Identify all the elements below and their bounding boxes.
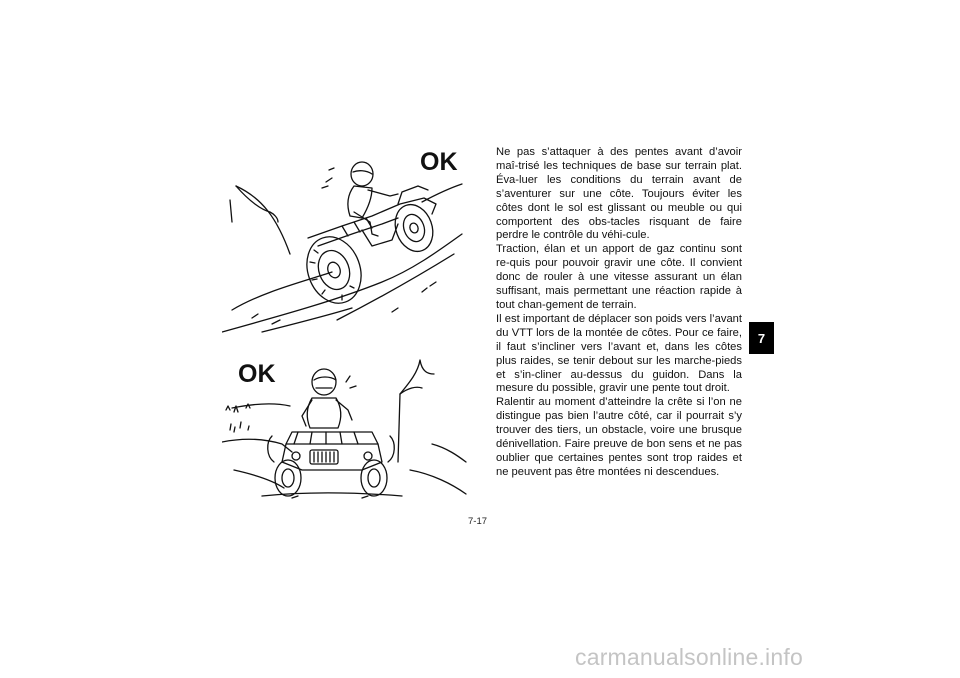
paragraph: Traction, élan et un apport de gaz continu sont re-quis pour pouvoir gravir une côte. Il convient donc de rouler à une vitesse assurant un élan suffisant, mais permettant une réaction rapide à tout chan-gement de terrain. xyxy=(496,243,742,311)
watermark-text: carmanualsonline.info xyxy=(575,644,803,670)
chapter-tab: 7 xyxy=(749,322,774,354)
paragraph: Il est important de déplacer son poids vers l’avant du VTT lors de la montée de côtes. Pour ce faire, il faut s’incliner vers l’avant et, dans les côtes plus raides, se tenir debout sur les marche-pieds et s’in-cliner au-dessus du guidon. Dans la mesure du possible, gravir une pente tout droit. xyxy=(496,312,742,395)
ok-label-bottom: OK xyxy=(238,360,276,388)
ok-label-top: OK xyxy=(420,148,458,176)
paragraph: Ralentir au moment d’atteindre la crête si l’on ne distingue pas bien l’autre côté, car il pourrait s’y trouver des tiers, un obstacle, voire une brusque dénivellation. Faire preuve de bon sens et ne pas oublier que certaines pentes sont trop raides et ne peuvent pas être montées ni descendues. xyxy=(496,396,742,478)
body-text xyxy=(496,146,742,480)
page-number: 7-17 xyxy=(468,516,488,527)
paragraph: Ne pas s’attaquer à des pentes avant d’avoir maî-trisé les techniques de base sur terrain plat. Éva-luer les conditions du terrain avant de s’aventurer sur une côte. Toujours éviter les côtes dont le sol est glissant ou meuble ou qui comportent des obs-tacles risquant de faire perdre le contrôle du véhi-cule. xyxy=(496,146,742,242)
